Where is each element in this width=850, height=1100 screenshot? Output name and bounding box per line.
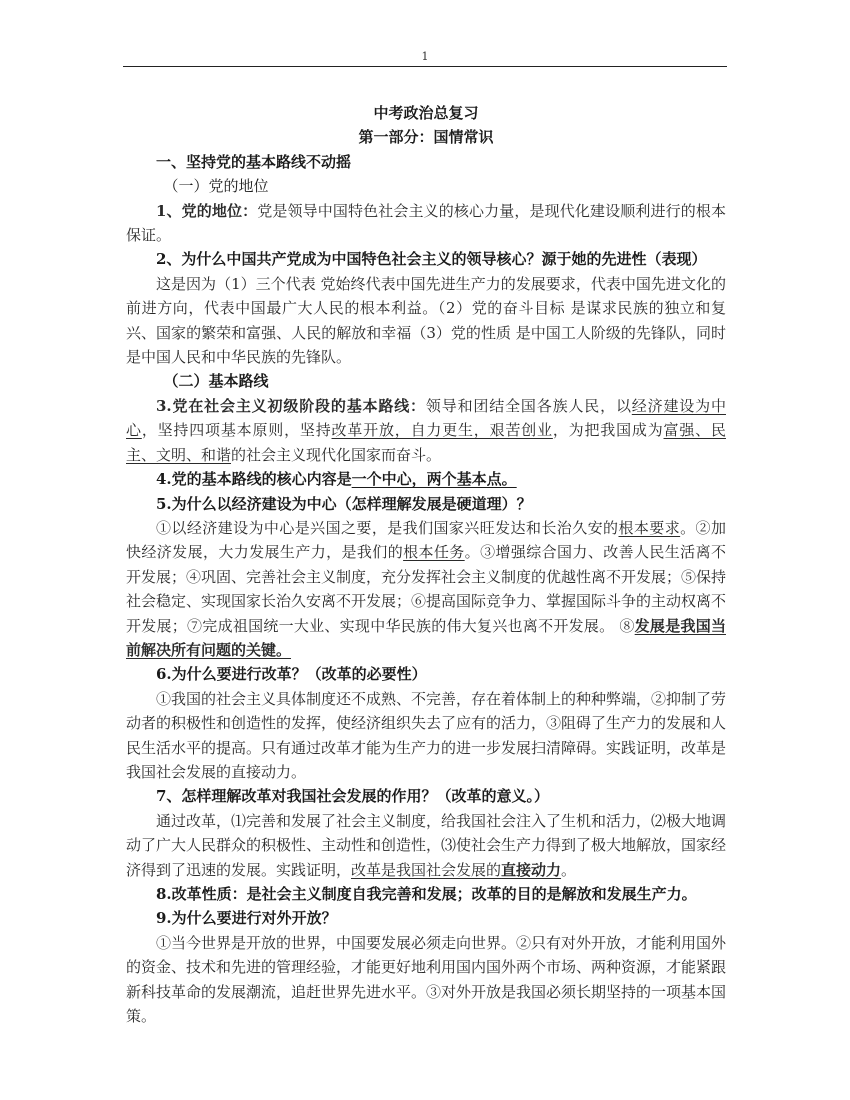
document-title: 中考政治总复习: [373, 104, 479, 122]
q3-label: 3.党在社会主义初级阶段的基本路线：: [156, 396, 426, 415]
q1-label: 1、党的地位：: [156, 201, 258, 220]
paragraph-q3: [126, 394, 726, 467]
page-number: 1: [421, 50, 429, 63]
q1-text: 党是领导中国特色社会主义的核心力量，是现代化建设顺利进行的根本保证。: [126, 201, 726, 245]
q4-underline: 一个中心，两个基本点。: [351, 470, 517, 489]
q4-text: 4.党的基本路线的核心内容是: [156, 470, 352, 489]
a5-text: 。③增强综合国力、改善人民生活离不开发展；④巩固、完善社会主义制度，充分发挥社会主义制度的优越性离不开发展；⑤保持社会稳定、实现国家长治久安离不开发展；⑥提高国际竞争力、掌握国际斗争的主动权离不开发展；⑦完成祖国统一大业、实现中华民族的伟大复兴也离不开发展。 ⑧: [126, 543, 727, 635]
question-9: 9.为什么要进行对外开放？: [156, 909, 337, 928]
q3-text: 领导和团结全国各族人民，以: [425, 396, 632, 415]
q3-text: ，坚持四项基本原则，坚持: [141, 421, 332, 440]
question-5: 5.为什么以经济建设为中心（怎样理解发展是硬道理）？: [156, 494, 532, 513]
question-7: 7、怎样理解改革对我国社会发展的作用？（改革的意义。）: [156, 787, 549, 806]
a7-text: 。: [561, 860, 577, 879]
answer-5: [126, 516, 726, 662]
a7-underline-bold: 直接动力: [501, 860, 562, 879]
answer-9: ①当今世界是开放的世界，中国要发展必须走向世界。②只有对外开放，才能利用国外的资金、技术和先进的管理经验，才能更好地利用国内国外两个市场、两种资源，才能紧跟新科技革命的发展潮流，追赶世界先进水平。③对外开放是我国必须长期坚持的一项基本国策。: [126, 933, 727, 1026]
question-6: 6.为什么要进行改革？（改革的必要性）: [156, 665, 427, 684]
answer-6: ①我国的社会主义具体制度还不成熟、不完善，存在着体制上的种种弊端，②抑制了劳动者的积极性和创造性的发挥，使经济组织失去了应有的活力，③阻碍了生产力的发展和人民生活水平的提高。只有通过改革才能为生产力的进一步发展扫清障碍。实践证明，改革是我国社会发展的直接动力。: [126, 689, 727, 781]
question-4: [126, 467, 726, 491]
paragraph-q1: [126, 199, 726, 248]
a5-text: 。②加快经济发展，大力发展生产力，是我们的: [126, 518, 726, 562]
q3-text: 的社会主义现代化国家而奋斗。: [231, 445, 442, 464]
q3-underline: 经济建设为中心: [126, 396, 726, 440]
a7-underline: 改革是我国社会发展的: [351, 860, 502, 879]
question-2: 2、为什么中国共产党成为中国特色社会主义的领导核心？源于她的先进性（表现）: [156, 250, 707, 269]
answer-7: [126, 809, 726, 882]
answer-2: 这是因为（1）三个代表 党始终代表中国先进生产力的发展要求，代表中国先进文化的前进方向，代表中国最广大人民的根本利益。（2）党的奋斗目标 是谋求民族的独立和复兴、国家的繁荣和富强、人民的解放和幸福（3）党的性质 是中国工人阶级的先锋队，同时是中国人民和中华民族的先锋队。: [126, 274, 726, 367]
subsection-heading: （一）党的地位: [163, 177, 269, 196]
subsection-heading: （二）基本路线: [163, 372, 269, 391]
question-8: 8.改革性质：是社会主义制度自我完善和发展；改革的目的是解放和发展生产力。: [156, 885, 697, 903]
a7-text: 通过改革，⑴完善和发展了社会主义制度，给我国社会注入了生机和活力，⑵极大地调动了广大人民群众的积极性、主动性和创造性，⑶使社会生产力得到了极大地解放，国家经济得到了迅速的发展。实践证明，: [126, 811, 727, 879]
a5-text: ①以经济建设为中心是兴国之要，是我们国家兴旺发达和长治久安的: [156, 518, 619, 537]
a5-underline: 根本任务: [403, 543, 465, 562]
a5-underline-bold: 发展是我国当前解决所有问题的关键。: [126, 616, 726, 659]
header-rule: [123, 66, 727, 67]
q3-text: ，为把我国成为: [552, 421, 664, 440]
section-heading: 一、坚持党的基本路线不动摇: [156, 152, 352, 171]
q3-underline: 改革开放，自力更生，艰苦创业: [331, 421, 553, 440]
document-body: [126, 101, 726, 1028]
q3-underline: 富强、民主、文明、和谐: [126, 421, 726, 464]
a5-underline: 根本要求: [618, 518, 681, 537]
document-subtitle: 第一部分：国情常识: [358, 128, 494, 147]
